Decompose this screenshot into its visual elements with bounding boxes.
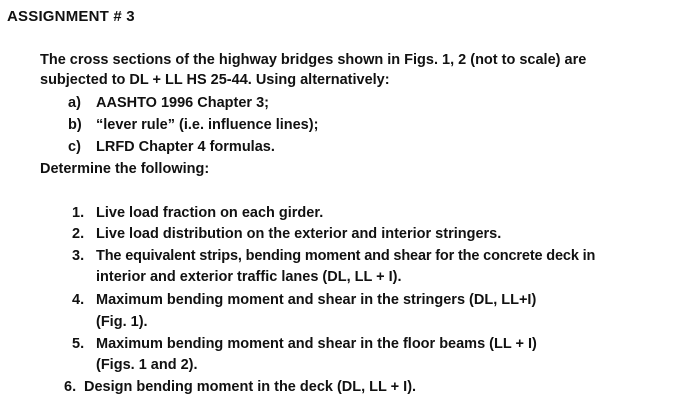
intro-line-1: The cross sections of the highway bridges shown in Figs. 1, 2 (not to scale) are — [40, 52, 587, 68]
task-2-line-1: Live load distribution on the exterior and interior stringers. — [96, 226, 502, 242]
determine-label: Determine the following: — [40, 161, 210, 177]
option-text-a: AASHTO 1996 Chapter 3; — [96, 95, 269, 111]
option-text-b: “lever rule” (i.e. influence lines); — [96, 117, 319, 133]
task-5-line-1: Maximum bending moment and shear in the floor beams (LL + I) — [96, 336, 537, 352]
task-4-line-2: (Fig. 1). — [96, 314, 148, 330]
option-letter-a: a) — [68, 95, 81, 111]
task-number-2: 2. — [72, 226, 85, 242]
task-number-5: 5. — [72, 336, 85, 352]
task-3-line-2: interior and exterior traffic lanes (DL, LL + I). — [96, 269, 402, 285]
task-6-line-1: Design bending moment in the deck (DL, LL + I). — [84, 379, 417, 395]
task-4-line-1: Maximum bending moment and shear in the stringers (DL, LL+I) — [96, 292, 537, 308]
task-number-6: 6. — [64, 379, 77, 395]
option-letter-b: b) — [68, 117, 82, 133]
task-number-3: 3. — [72, 248, 85, 264]
task-number-1: 1. — [72, 205, 85, 221]
task-5-line-2: (Figs. 1 and 2). — [96, 357, 198, 373]
assignment-title: ASSIGNMENT # 3 — [7, 8, 135, 25]
task-3-line-1: The equivalent strips, bending moment and shear for the concrete deck in — [96, 248, 596, 264]
option-letter-c: c) — [68, 139, 81, 155]
task-1-line-1: Live load fraction on each girder. — [96, 205, 324, 221]
intro-line-2: subjected to DL + LL HS 25-44. Using alternatively: — [40, 72, 390, 88]
task-number-4: 4. — [72, 292, 85, 308]
option-text-c: LRFD Chapter 4 formulas. — [96, 139, 275, 155]
